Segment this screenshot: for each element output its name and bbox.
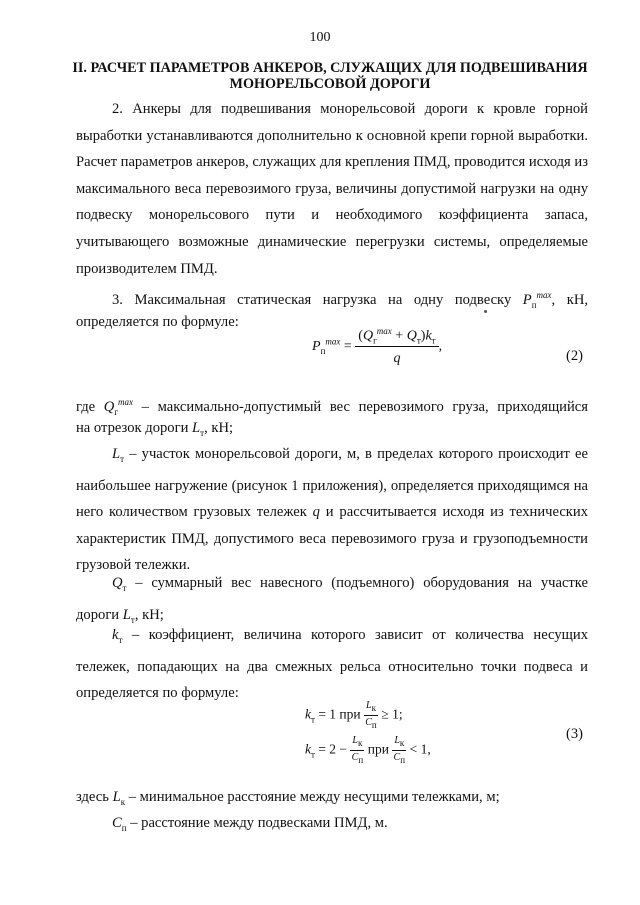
- section-title: [70, 60, 590, 92]
- scan-speck: [484, 310, 487, 313]
- f3-r2-num1-l: L: [352, 735, 358, 746]
- f3-r2-mid: при: [364, 741, 393, 757]
- f2-denominator: [355, 347, 438, 367]
- f2-plus: +: [395, 328, 404, 344]
- f3-r2-fraction-2: [392, 735, 406, 766]
- f2-lhs-sub: п: [320, 345, 326, 356]
- qt-sub: т: [122, 582, 127, 593]
- lt-text: – участок монорельсовой дороги, м, в пределах которого происходит ее наибольшее нагружение (рисунок 1 приложения), определяется приходящимся на него количеством грузовых тележек: [76, 446, 588, 521]
- f3-r1-den-sub: п: [371, 720, 377, 730]
- page-number: 100: [309, 30, 331, 45]
- f3-r1-num: [364, 700, 378, 716]
- f3-r2-den2-sub: п: [400, 755, 406, 765]
- f2-fraction: [355, 326, 438, 367]
- lt-sub: т: [120, 453, 125, 464]
- f3-r2-num1: [350, 735, 364, 751]
- f3-r2-k-sub: т: [311, 749, 315, 760]
- lk-lead: здесь: [76, 789, 113, 805]
- qt-l-sub: т: [130, 614, 135, 625]
- f3-r2-tail: < 1,: [406, 741, 431, 757]
- f3-r2-k: k: [305, 741, 311, 757]
- f3-r1-k: k: [305, 706, 311, 722]
- where-q: Q: [103, 398, 115, 415]
- f3-r1-num-sub: к: [371, 703, 376, 713]
- where-text: – максимально-допустимый вес перевозимого груза, приходящийся: [133, 398, 588, 415]
- lk-sym: L: [112, 789, 121, 805]
- formula-2: [312, 326, 442, 367]
- where-line2-l-sub: т: [200, 427, 205, 438]
- lt-q: q: [312, 504, 320, 521]
- qt-text: – суммарный вес навесного (подъемного) оборудования на участке дороги: [76, 575, 588, 623]
- f3-r2-fraction-1: [350, 735, 364, 766]
- lt-text2: и рассчитывается исходя из технических характеристик ПМД, допустимого веса перевозимого груза и грузоподъемности грузовой тележки.: [76, 504, 588, 574]
- f3-r2-den2: [392, 751, 406, 766]
- f3-r1-den: [364, 716, 378, 731]
- equation-number-2: (2): [566, 348, 584, 364]
- f2-q-sub: г: [373, 335, 377, 346]
- title-line-1: II. РАСЧЕТ ПАРАМЕТРОВ АНКЕРОВ, СЛУЖАЩИХ ДЛЯ ПОДВЕШИВАНИЯ: [72, 60, 588, 76]
- f3-r1-num-l: L: [366, 700, 372, 711]
- paragraph-3-text: 3. Максимальная статическая нагрузка на одну подвеску: [112, 291, 512, 308]
- f3-r2-den1-sub: п: [358, 755, 364, 765]
- f3-r2-eq: = 2 −: [314, 741, 351, 757]
- f3-r1-den-c: C: [365, 717, 372, 728]
- f2-lhs-sup: max: [325, 336, 341, 347]
- where-line2-b: , кН;: [204, 420, 234, 436]
- paragraph-2: 2. Анкеры для подвешивания монорельсовой дороги к кровле горной выработки устанавливаются дополнительно к основной крепи горной выработки. Расчет параметров анкеров, служащих для крепления ПМД, проводится исходя из максимального веса перевозимого груза, величины допустимой нагрузки на одну подвеску монорельсового пути и необходимого коэффициента запаса, учитывающего возможные динамические перегрузки системы, определяемые производителем ПМД.: [76, 101, 588, 277]
- f2-k-sub: т: [431, 335, 436, 346]
- qt-l: L: [122, 606, 131, 623]
- lk-sub: к: [120, 796, 126, 807]
- where-lead: где: [76, 398, 96, 415]
- f3-r2-num2-l: L: [394, 735, 400, 746]
- kt-sym: k: [112, 627, 119, 643]
- f3-r2-num2-sub: к: [399, 738, 405, 748]
- f2-lhs: P: [312, 338, 321, 354]
- f3-r1-k-sub: т: [311, 714, 315, 725]
- f2-eq: =: [343, 338, 352, 354]
- f3-r2-den1: [350, 751, 364, 766]
- f2-numerator: $(Q_г^{max} + Q_т)k_т$: [355, 326, 438, 347]
- cp-definition: [76, 810, 588, 842]
- paragraph-3-tail: , кН,: [551, 291, 589, 308]
- qt-tail: , кН;: [134, 606, 164, 623]
- where-line2-l: L: [192, 420, 201, 436]
- f2-q-sup: max: [376, 326, 392, 336]
- f3-r1-tail: ≥ 1;: [377, 706, 403, 722]
- f3-r2-num2: [392, 735, 406, 751]
- title-line-2: МОНОРЕЛЬСОВОЙ ДОРОГИ: [229, 76, 431, 92]
- where-q-sub: г: [114, 406, 119, 417]
- f3-r2-den1-c: C: [351, 752, 359, 763]
- qt-sym: Q: [112, 575, 123, 591]
- cp-sym: C: [112, 815, 122, 831]
- formula-3-row-2: [305, 735, 431, 766]
- f2-q: Q: [362, 328, 374, 344]
- f2-den-q: q: [393, 351, 401, 367]
- lt-definition: [76, 441, 588, 579]
- formula-3-row-1: [305, 700, 403, 731]
- f2-q2-sub: т: [416, 335, 421, 346]
- f3-r1-fraction: [364, 700, 378, 731]
- lk-text: – минимальное расстояние между несущими тележками, м;: [125, 789, 500, 805]
- symbol-p-sub: п: [531, 299, 537, 310]
- symbol-p: P: [522, 291, 532, 308]
- f3-r1-eq: = 1 при: [314, 706, 365, 722]
- f2-k: k: [425, 328, 432, 344]
- cp-sub: п: [121, 822, 127, 833]
- kt-definition: [76, 622, 588, 707]
- f3-r2-num1-sub: к: [357, 738, 363, 748]
- lt-sym: L: [112, 446, 121, 462]
- paragraph-3-line2: определяется по формуле:: [76, 314, 239, 330]
- f3-r2-den2-c: C: [393, 752, 401, 763]
- where-q-sup: max: [118, 397, 134, 407]
- equation-number-3: (3): [566, 726, 584, 742]
- f2-comma: ,: [438, 338, 443, 354]
- kt-text: – коэффициент, величина которого зависит от количества несущих тележек, попадающих на два смежных рельса относительно точки подвеса и определяется по формуле:: [76, 627, 588, 702]
- symbol-p-sup: max: [536, 290, 552, 300]
- where-line2-a: на отрезок дороги: [76, 420, 193, 436]
- kt-sub: т: [118, 634, 123, 645]
- f2-q2: Q: [406, 328, 417, 344]
- cp-text: – расстояние между подвесками ПМД, м.: [126, 815, 388, 831]
